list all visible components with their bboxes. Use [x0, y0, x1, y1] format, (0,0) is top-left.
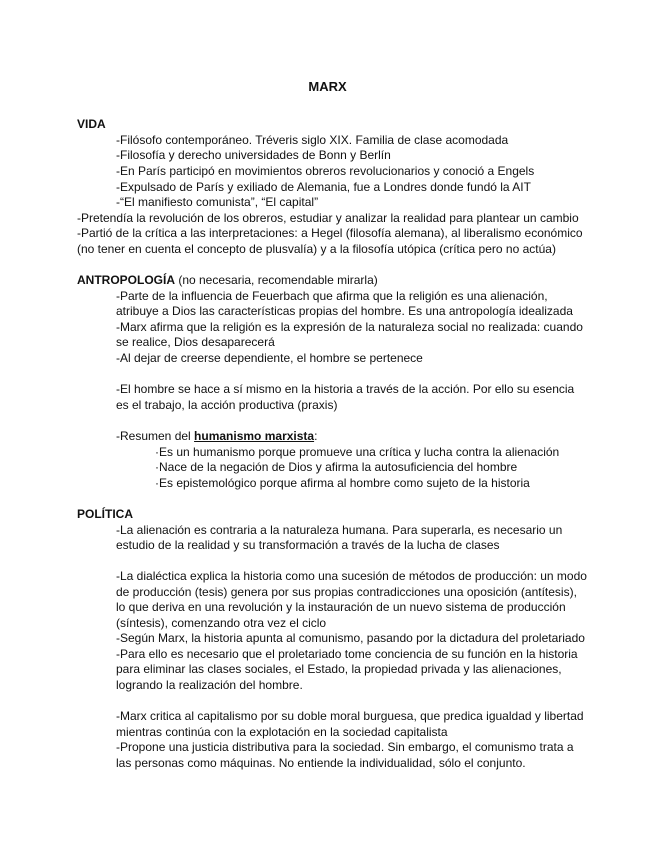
list-item: -Filosofía y derecho universidades de Bonn y Berlín — [116, 148, 391, 162]
paragraph-line: logrando la realización del hombre. — [116, 678, 303, 692]
paragraph-line: es el trabajo, la acción productiva (praxis) — [116, 398, 338, 412]
resumen-term: humanismo marxista — [194, 429, 315, 443]
heading-text: ANTROPOLOGÍA — [77, 273, 175, 287]
paragraph-line: (no tener en cuenta el concepto de plusvalía) y a la filosofía utópica (crítica pero no actúa) — [77, 242, 556, 256]
paragraph-line: se realice, Dios desaparecerá — [116, 335, 275, 349]
paragraph-line: -Al dejar de creerse dependiente, el hombre se pertenece — [116, 351, 423, 365]
list-item: -En París participó en movimientos obreros revolucionarios y conoció a Engels — [116, 164, 535, 178]
paragraph-line: mientras continúa con la explotación en la sociedad capitalista — [116, 725, 448, 739]
paragraph-line: -La alienación es contraria a la naturaleza humana. Para superarla, es necesario un — [116, 523, 563, 537]
paragraph-line: -Partió de la crítica a las interpretaciones: a Hegel (filosofía alemana), al liberalismo económico — [77, 226, 583, 240]
resumen-suffix: : — [314, 429, 318, 443]
paragraph-line: -Marx afirma que la religión es la expresión de la naturaleza social no realizada: cuando — [116, 320, 583, 334]
list-item: -Filósofo contemporáneo. Tréveris siglo XIX. Familia de clase acomodada — [116, 133, 509, 147]
list-item: -Expulsado de París y exiliado de Alemania, fue a Londres donde fundó la AIT — [116, 180, 531, 194]
list-item: ·Es epistemológico porque afirma al hombre como sujeto de la historia — [155, 476, 530, 490]
resumen-prefix: -Resumen del — [116, 429, 195, 443]
paragraph-line: -Propone una justicia distributiva para la sociedad. Sin embargo, el comunismo trata a — [116, 740, 574, 754]
paragraph-line: -La dialéctica explica la historia como una sucesión de métodos de producción: un modo — [116, 569, 587, 583]
list-item: -“El manifiesto comunista”, “El capital” — [116, 195, 319, 209]
paragraph-line: lo que deriva en una revolución y la instauración de un nuevo sistema de producción — [116, 600, 566, 614]
paragraph-line: -Pretendía la revolución de los obreros, estudiar y analizar la realidad para plantear un cambio — [77, 211, 579, 225]
paragraph-line: -Parte de la influencia de Feuerbach que afirma que la religión es una alienación, — [116, 289, 548, 303]
paragraph-line: de producción (tesis) genera por sus propias contradicciones una oposición (antítesis), — [116, 585, 577, 599]
heading-note: (no necesaria, recomendable mirarla) — [175, 273, 378, 287]
paragraph-line: -Para ello es necesario que el proletariado tome conciencia de su función en la historia — [116, 647, 578, 661]
page-title: MARX — [308, 79, 347, 94]
section-heading-vida: VIDA — [77, 117, 106, 131]
section-heading-antropologia — [77, 273, 378, 289]
resumen-line — [116, 429, 317, 445]
list-item: ·Es un humanismo porque promueve una crítica y lucha contra la alienación — [155, 445, 560, 459]
section-heading-politica: POLÍTICA — [77, 507, 133, 521]
paragraph-line: -El hombre se hace a sí mismo en la historia a través de la acción. Por ello su esencia — [116, 382, 575, 396]
paragraph-line: atribuye a Dios las características propias del hombre. Es una antropología idealizada — [116, 304, 573, 318]
paragraph-line: -Según Marx, la historia apunta al comunismo, pasando por la dictadura del proletariado — [116, 631, 585, 645]
paragraph-line: -Marx critica al capitalismo por su doble moral burguesa, que predica igualdad y libertad — [116, 709, 584, 723]
paragraph-line: para eliminar las clases sociales, el Estado, la propiedad privada y las alienaciones, — [116, 662, 562, 676]
paragraph-line: estudio de la realidad y su transformación a través de la lucha de clases — [116, 538, 500, 552]
paragraph-line: (síntesis), comenzando otra vez el ciclo — [116, 616, 327, 630]
paragraph-line: las personas como máquinas. No entiende la individualidad, sólo el conjunto. — [116, 756, 526, 770]
list-item: ·Nace de la negación de Dios y afirma la autosuficiencia del hombre — [155, 460, 518, 474]
